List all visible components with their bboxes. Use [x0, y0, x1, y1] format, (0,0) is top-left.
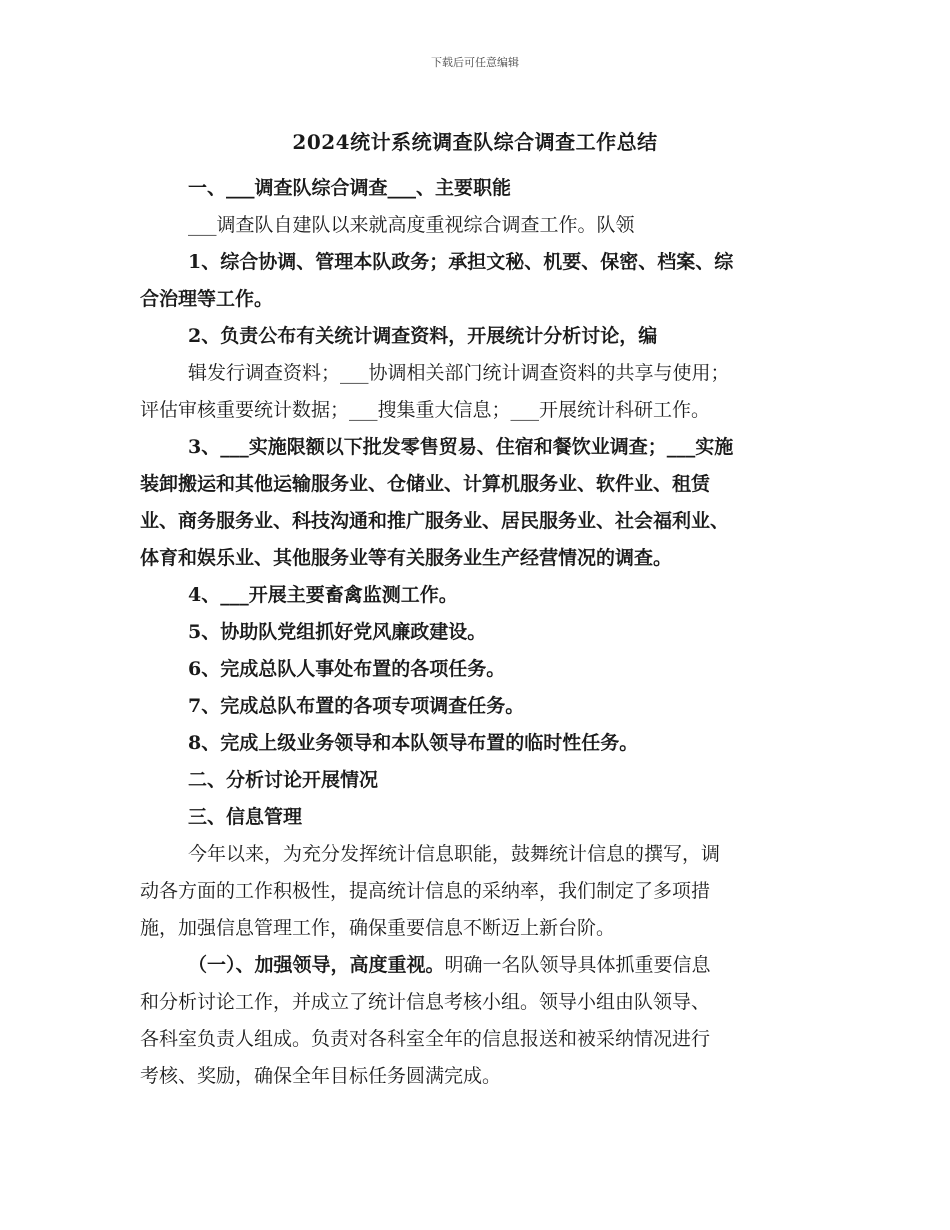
text-line: 三、信息管理 [188, 806, 303, 828]
text-line: 合治理等工作。 [140, 288, 274, 310]
text-line: 辑发行调查资料；___协调相关部门统计调查资料的共享与使用； [188, 362, 730, 384]
text-line: 评估审核重要统计数据；___搜集重大信息；___开展统计科研工作。 [140, 399, 711, 421]
text-line: 二、分析讨论开展情况 [188, 769, 379, 791]
page-title: 2024统计系统调查队综合调查工作总结 [292, 130, 658, 154]
text-line: 和分析讨论工作，并成立了统计信息考核小组。领导小组由队领导、 [140, 991, 711, 1013]
text-line: 业、商务服务业、科技沟通和推广服务业、居民服务业、社会福利业、 [140, 510, 730, 532]
paragraph-lead: （一）、加强领导，高度重视。 [188, 954, 445, 976]
document-body [140, 170, 820, 1095]
text-line: 今年以来，为充分发挥统计信息职能，鼓舞统计信息的撰写，调 [188, 843, 721, 865]
header-note: 下载后可任意编辑 [431, 56, 519, 69]
text-line: 3、___实施限额以下批发零售贸易、住宿和餐饮业调查；___实施 [188, 436, 734, 458]
text-line: 一、___调查队综合调查___、主要职能 [188, 177, 512, 199]
text-line: 体育和娱乐业、其他服务业等有关服务业生产经营情况的调查。 [140, 547, 673, 569]
text-line [140, 947, 820, 984]
text-line: 6、完成总队人事处布置的各项任务。 [188, 658, 506, 680]
text-line: 2、负责公布有关统计调查资料，开展统计分析讨论，编 [188, 325, 658, 347]
text-line: 考核、奖励，确保全年目标任务圆满完成。 [140, 1065, 502, 1087]
paragraph-text: 明确一名队领导具体抓重要信息 [444, 954, 711, 976]
text-line: 5、协助队党组抓好党风廉政建设。 [188, 621, 487, 643]
text-line: 4、___开展主要畜禽监测工作。 [188, 584, 458, 606]
text-line: 各科室负责人组成。负责对各科室全年的信息报送和被采纳情况进行 [140, 1028, 711, 1050]
text-line: 装卸搬运和其他运输服务业、仓储业、计算机服务业、软件业、租赁 [140, 473, 711, 495]
text-line: 动各方面的工作积极性，提高统计信息的采纳率，我们制定了多项措 [140, 880, 711, 902]
text-line: ___调查队自建队以来就高度重视综合调查工作。队领 [188, 214, 635, 236]
text-line: 1、综合协调、管理本队政务；承担文秘、机要、保密、档案、综 [188, 251, 734, 273]
text-line: 施，加强信息管理工作，确保重要信息不断迈上新台阶。 [140, 917, 616, 939]
text-line: 8、完成上级业务领导和本队领导布置的临时性任务。 [188, 732, 639, 754]
text-line: 7、完成总队布置的各项专项调查任务。 [188, 695, 525, 717]
